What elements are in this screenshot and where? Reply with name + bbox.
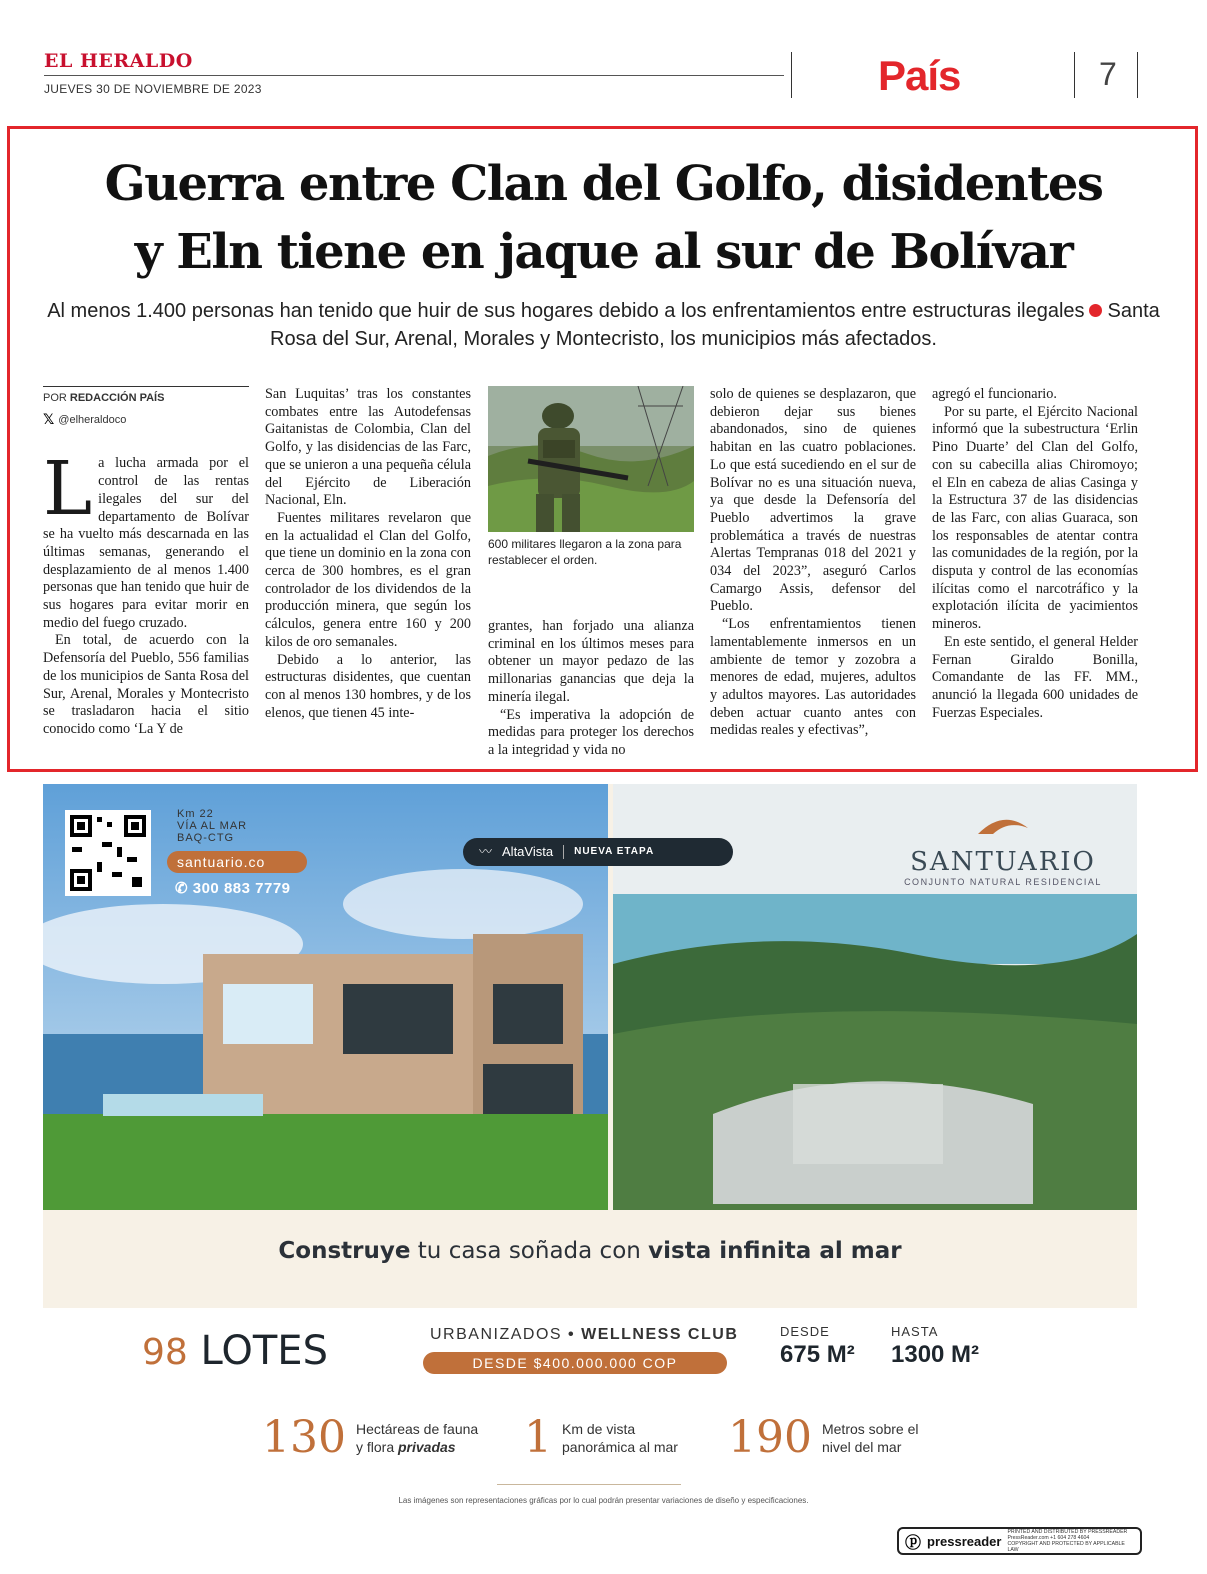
stat-emphasis: privadas [398, 1438, 456, 1455]
article-column-3 [488, 386, 694, 760]
article-paragraph: Fuentes militares revelaron que en la actualidad el Clan del Golfo, que tiene un dominio en la zona con cerca de 300 hombres, es el gran controlador de los dividendos de la producción minera, que según los cálculos, genera entre 160 y 200 kilos de oro semanales. [265, 509, 471, 650]
handle-text: @elheraldoco [58, 413, 127, 426]
article-paragraph: grantes, han forjado una alianza criminal en los últimos meses para obtener un mayor pedazo de las millonarias ganancias que deja la minería ilegal. [488, 618, 694, 705]
stat-line: nivel del mar [821, 1438, 902, 1455]
qr-code[interactable] [65, 810, 151, 896]
stat-number: 190 [728, 1412, 812, 1463]
feature-separator: • [568, 1326, 576, 1343]
real-estate-advertisement[interactable] [43, 784, 1137, 1308]
area-to [891, 1324, 979, 1369]
features-line [430, 1326, 738, 1344]
pressreader-badge[interactable] [897, 1527, 1142, 1555]
headline-line-2: y Eln tiene en jaque al sur de Bolívar [134, 224, 1073, 280]
stat-text [356, 1420, 478, 1456]
stat-text [822, 1420, 918, 1456]
stat-number: 130 [262, 1412, 346, 1463]
tagline-bold-start: Construye [278, 1238, 411, 1264]
stat-hectares [262, 1412, 478, 1463]
article-paragraph: Debido a lo anterior, las estructuras disidentes, que cuentan con al menos 130 hombres, y de los elenos, que tienen 45 inte- [265, 651, 471, 721]
masthead [44, 50, 1144, 100]
altavista-name: AltaVista [502, 844, 554, 859]
feature-urbanized: URBANIZADOS [430, 1326, 563, 1343]
brand-name: SANTUARIO [910, 847, 1096, 877]
area-from-value: 675 M² [780, 1341, 855, 1368]
article-column-4 [710, 386, 916, 740]
santuario-logo [903, 814, 1103, 887]
article-paragraph: En este sentido, el general Helder Fernan Giraldo Bonilla, Comandante de las FF. MM., anunció la llegada 600 unidades de Fuerzas Especiales. [932, 633, 1138, 721]
social-handle[interactable] [43, 412, 249, 430]
deck-part-2: Santa Rosa del Sur, Arenal, Morales y Montecristo, los municipios más afectados. [270, 300, 1160, 350]
whatsapp-phone[interactable] [175, 879, 291, 897]
stat-line: Km de vista [562, 1420, 636, 1437]
ad-disclaimer: Las imágenes son representaciones gráficas por lo cual podrán presentar variaciones de diseño y especificaciones. [398, 1496, 809, 1505]
lots-number: 98 [142, 1332, 188, 1373]
pressreader-name: pressreader [927, 1533, 1002, 1549]
stat-line: Hectáreas de fauna [355, 1420, 479, 1437]
article-paragraph: En total, de acuerdo con la Defensoría del Pueblo, 556 familias de los municipios de Santa Rosa del Sur, Arenal, Morales y Montecristo se trasladaron hacia el sitio conocido como ‘La Y de [43, 632, 249, 737]
phone-number: 300 883 7779 [192, 880, 291, 897]
area-from [780, 1324, 855, 1369]
location-label [177, 808, 247, 844]
byline-prefix: POR [43, 392, 67, 404]
newspaper-logo: EL HERALDO [44, 50, 193, 72]
feature-wellness: WELLNESS CLUB [581, 1326, 739, 1343]
article-deck [40, 297, 1167, 353]
article-column-5 [932, 386, 1138, 722]
website-link[interactable]: santuario.co [167, 851, 307, 873]
pressreader-logo-icon: ⓟ [905, 1532, 922, 1552]
notice-line: PRINTED AND DISTRIBUTED BY PRESSREADER [1007, 1529, 1128, 1535]
soldier-photo [488, 386, 694, 532]
divider [1137, 52, 1138, 98]
article-column-1 [43, 386, 249, 739]
location-line: BAQ-CTG [177, 832, 235, 844]
byline [43, 386, 249, 408]
stat-number: 1 [524, 1412, 552, 1463]
byline-author: REDACCIÓN PAÍS [69, 392, 165, 404]
headline-line-1: Guerra entre Clan del Golfo, disidentes [104, 156, 1103, 212]
article-paragraph: Por su parte, el Ejército Nacional informó que la subestructura ‘Erlin Pino Duarte’ del Clan del Golfo, con su cabecilla alias Chiromoyo; el Eln en cabeza de alias Casinga y la Estructura 37 de las disidencias de las Farc, con alias Guaraca, son los responsables de atentar contra las comunidades de la región, por la disputa y control de las economías ilícitas como el narcotráfico y la explotación ilícita de yacimientos mineros. [932, 403, 1138, 633]
page-number: 7 [1099, 56, 1117, 92]
article-paragraph: San Luquitas’ tras los constantes combates entre las Autodefensas Gaitanistas de Colombia, Clan del Golfo, y las disidencias de las Farc, que se unieron a una pequeña célula del Ejército de Liberación Nacional, Eln. [265, 386, 471, 509]
paragraph-text: a lucha armada por el control de las rentas ilegales del sur del departamento de Bolívar se ha vuelto más descarnada en las últimas semanas, generando el desplazamiento de al menos 1.400 personas que han tenido que huir de sus hogares para evitar morir en medio del fuego cruzado. [43, 455, 249, 631]
altavista-wave-icon: 〰 [479, 844, 493, 859]
whatsapp-icon: ✆ [175, 880, 193, 897]
tagline-middle: tu casa soñada con [417, 1238, 641, 1264]
masthead-rule [44, 75, 784, 76]
article-paragraph: “Es imperativa la adopción de medidas para proteger los derechos a la integridad y vida no [488, 706, 694, 758]
x-logo-icon: 𝕏 [43, 411, 55, 428]
location-line: VÍA AL MAR [177, 820, 248, 832]
article-paragraph: solo de quienes se desplazaron, que debieron dejar sus bienes abandonados, sino de quienes habitan en las cuatro poblaciones. Lo que está sucediendo en el sur de Bolívar no es una situación nueva, ya que desde la Defensoría del Pueblo advertimos la grave problemática a través de nuestras Alertas Tempranas 018 del 2021 y 034 del 2023”, aseguró Carlos Camargo Assis, defensor del Pueblo. [710, 386, 916, 615]
bullet-dot-icon [1089, 304, 1102, 317]
stat-km-view [524, 1412, 678, 1463]
column-3-text [488, 618, 694, 760]
area-to-label: HASTA [891, 1324, 939, 1339]
ad-tagline [43, 1238, 1137, 1264]
article-paragraph: “Los enfrentamientos tienen lamentablemente inmersos en un ambiente de temor y zozobra a menores de edad, mujeres, adultos y adultos mayores. Las autoridades deben actuar cuanto antes con medidas reales y efectivas”, [710, 616, 916, 739]
stat-elevation [728, 1412, 918, 1463]
stage-label: NUEVA ETAPA [574, 846, 655, 857]
price-badge: DESDE $400.000.000 COP [423, 1352, 727, 1374]
wave-logo-icon [973, 814, 1033, 840]
stat-line: panorámica al mar [562, 1438, 678, 1455]
notice-line: PressReader.com +1 604 278 4604 [1007, 1535, 1090, 1541]
tagline-bold-end: vista infinita al mar [648, 1238, 902, 1264]
stat-text [562, 1420, 678, 1456]
brand-subtitle: CONJUNTO NATURAL RESIDENCIAL [904, 877, 1102, 887]
section-title: País [878, 52, 961, 99]
notice-line: COPYRIGHT AND PROTECTED BY APPLICABLE LAW [1007, 1541, 1125, 1553]
area-to-value: 1300 M² [891, 1341, 980, 1368]
lots-count [142, 1328, 328, 1374]
issue-date: JUEVES 30 DE NOVIEMBRE DE 2023 [44, 82, 262, 96]
article-column-2 [265, 386, 471, 722]
pressreader-notice [1007, 1529, 1134, 1553]
area-from-label: DESDE [780, 1324, 830, 1339]
altavista-badge [463, 838, 733, 866]
divider [1074, 52, 1075, 98]
divider [563, 845, 564, 859]
location-line: Km 22 [177, 808, 214, 820]
deck-part-1: Al menos 1.400 personas han tenido que huir de sus hogares debido a los enfrentamientos entre estructuras ilegales [47, 300, 1085, 322]
stat-line: y flora [355, 1438, 395, 1455]
stat-line: Metros sobre el [821, 1420, 919, 1437]
article-headline [0, 150, 1207, 286]
divider [791, 52, 792, 98]
drop-cap: L [43, 446, 93, 533]
lots-word: LOTES [200, 1328, 328, 1374]
article-paragraph [43, 446, 249, 632]
photo-caption: 600 militares llegaron a la zona para restablecer el orden. [488, 537, 682, 567]
article-paragraph: agregó el funcionario. [932, 386, 1057, 402]
divider [497, 1484, 681, 1485]
